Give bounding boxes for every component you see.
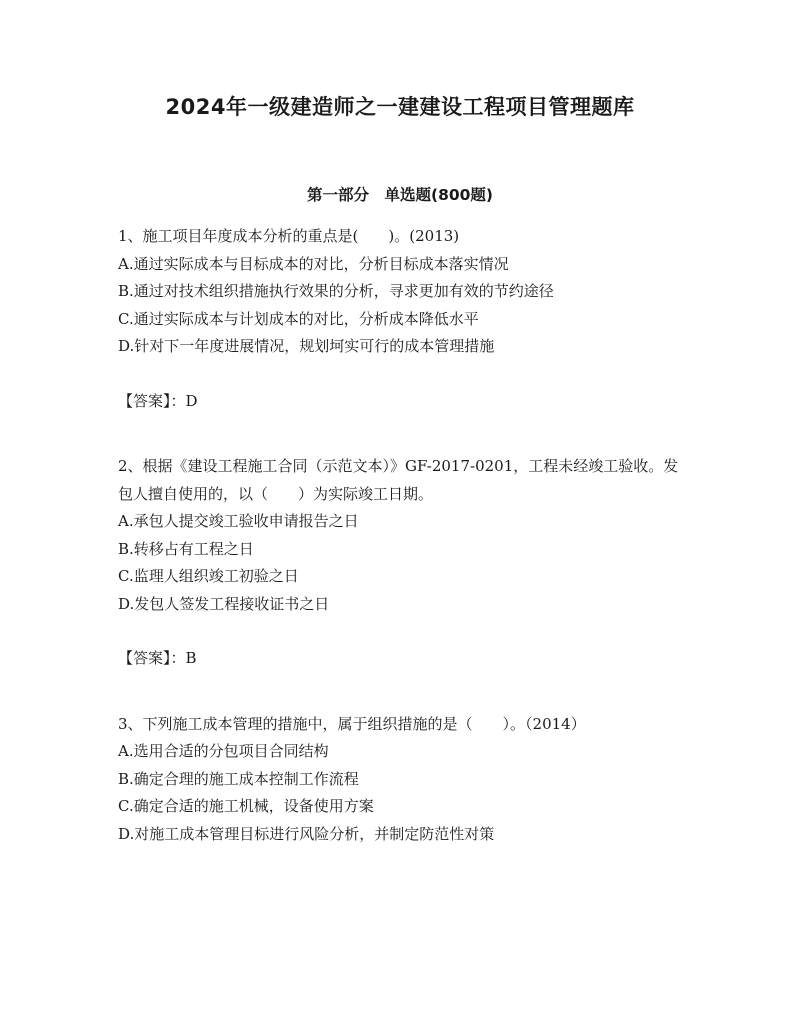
question-list	[118, 223, 688, 848]
question-2-option-d: D.发包人签发工程接收证书之日	[118, 594, 330, 613]
question-3-option-b: B.确定合理的施工成本控制工作流程	[118, 769, 359, 788]
question-1-option-b: B.通过对技术组织措施执行效果的分析，寻求更加有效的节约途径	[118, 282, 554, 300]
question-3-option-c: C.确定合适的施工机械，设备使用方案	[118, 797, 374, 815]
question-3-option-a: A.选用合适的分包项目合同结构	[118, 742, 329, 760]
spacer	[118, 673, 688, 711]
section-title	[0, 183, 800, 207]
question-3-stem: 3、下列施工成本管理的措施中，属于组织措施的是（ ）。（2014）	[118, 714, 586, 733]
question-2-option-b: B.转移占有工程之日	[118, 539, 254, 558]
spacer	[118, 415, 688, 453]
question-3-option-d: D.对施工成本管理目标进行风险分析，并制定防范性对策	[118, 824, 495, 843]
question-1-option-c: C.通过实际成本与计划成本的对比，分析成本降低水平	[118, 309, 479, 328]
question-1-option-d: D.针对下一年度进展情况，规划坷实可行的成本管理措施	[118, 337, 495, 355]
question-3	[118, 711, 688, 849]
question-2	[118, 453, 688, 673]
question-1-option-a: A.通过实际成本与目标成本的对比，分析目标成本落实情况	[118, 254, 509, 273]
question-1-answer: 【答案】：D	[118, 391, 198, 410]
document-title: 2024年一级建造师之一建建设工程项目管理题库	[165, 95, 635, 119]
question-2-stem: 2、根据《建设工程施工合同（示范文本）》GF-2017-0201，工程未经竣工验收。发包人擅自使用的，以（ ）为实际竣工日期。	[118, 457, 679, 503]
question-2-option-a: A.承包人提交竣工验收申请报告之日	[118, 512, 359, 530]
question-1-stem: 1、施工项目年度成本分析的重点是( )。(2013)	[118, 227, 460, 245]
question-1	[118, 223, 688, 415]
question-2-option-c: C.监理人组织竣工初验之日	[118, 567, 299, 585]
question-2-answer: 【答案】：B	[118, 649, 197, 667]
section-title-text: 第一部分 单选题(800题)	[306, 186, 494, 204]
